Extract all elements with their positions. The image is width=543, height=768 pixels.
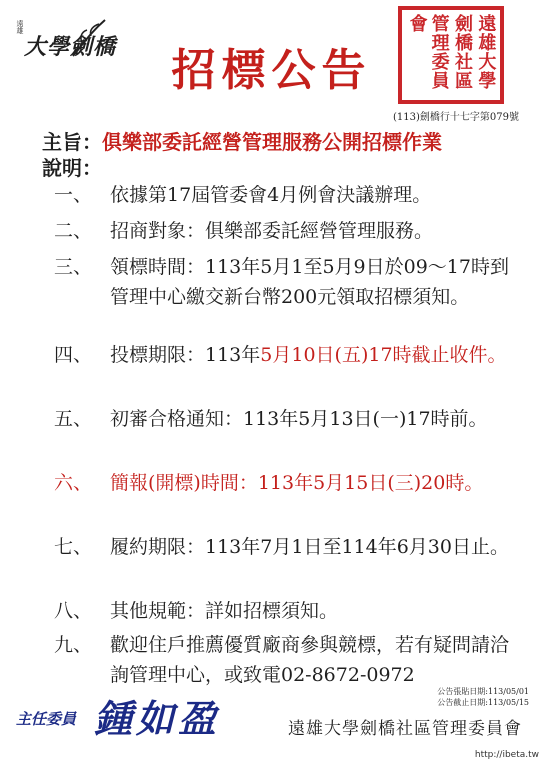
- posting-dates: [437, 686, 529, 708]
- item-number: 七、: [54, 536, 93, 558]
- official-seal: [398, 6, 504, 104]
- item-text: 領標時間：113年5月1至5月9日於09～17時到管理中心繳交新台幣200元領取招標須知。: [110, 256, 509, 308]
- item-number: 二、: [54, 220, 93, 242]
- item-text: 依據第17屆管委會4月例會決議辦理。: [110, 184, 432, 206]
- item-text: 歡迎住戶推薦優質廠商參與競標，若有疑問請洽詢管理中心，或致電02-8672-0972: [110, 634, 510, 686]
- end-date: 公告截止日期:113/05/15: [437, 698, 529, 707]
- seal-text-2: 劍橋社區: [451, 14, 473, 90]
- signature-title: 主任委員: [16, 710, 77, 728]
- item-text-plain: 投標期限：113年: [110, 344, 261, 366]
- item-text: 履約期限：113年7月1日至114年6月30日止。: [110, 536, 509, 558]
- seal-text-1: 遠雄大學: [475, 14, 497, 90]
- item-text-highlight: 簡報(開標)時間：113年5月15日(三)20時。: [110, 472, 484, 494]
- item-number: 九、: [54, 634, 93, 656]
- posted-date: 公告張貼日期:113/05/01: [437, 687, 529, 696]
- item-text: [110, 340, 524, 370]
- list-item: [54, 252, 524, 312]
- item-number: 六、: [54, 472, 93, 494]
- item-number: 一、: [54, 184, 93, 206]
- subject-line: [42, 126, 442, 155]
- logo-small-text: 遠雄: [16, 20, 24, 34]
- list-item: [54, 468, 524, 498]
- item-number: 三、: [54, 256, 93, 278]
- item-text: 初審合格通知：113年5月13日(一)17時前。: [110, 408, 488, 430]
- item-text: 招商對象：俱樂部委託經營管理服務。: [110, 220, 434, 242]
- list-item: [54, 630, 524, 690]
- item-number: 四、: [54, 344, 93, 366]
- watermark: http://ibeta.tw: [474, 750, 539, 760]
- signature-name: 鍾如盈: [94, 696, 221, 741]
- subject-text: 俱樂部委託經營管理服務公開招標作業: [102, 130, 442, 154]
- list-item: [54, 340, 524, 370]
- description-label: 說明：: [42, 156, 102, 180]
- subject-label: 主旨：: [42, 130, 102, 154]
- document-number: (113)劍橋行十七字第079號: [393, 112, 519, 123]
- seal-text-3: 管理委員會: [406, 14, 450, 90]
- list-item: [54, 180, 524, 210]
- list-item: [54, 596, 524, 626]
- page-title: 招標公告: [171, 45, 372, 96]
- item-number: 五、: [54, 408, 93, 430]
- item-number: 八、: [54, 600, 93, 622]
- organization-name: 遠雄大學劍橋社區管理委員會: [288, 719, 522, 739]
- logo-text: 大學劍橋: [24, 34, 117, 60]
- item-text: 其他規範：詳如招標須知。: [110, 600, 339, 622]
- item-text-highlight: 5月10日(五)17時截止收件。: [260, 344, 507, 366]
- list-item: [54, 216, 524, 246]
- list-item: [54, 404, 524, 434]
- list-item: [54, 532, 524, 562]
